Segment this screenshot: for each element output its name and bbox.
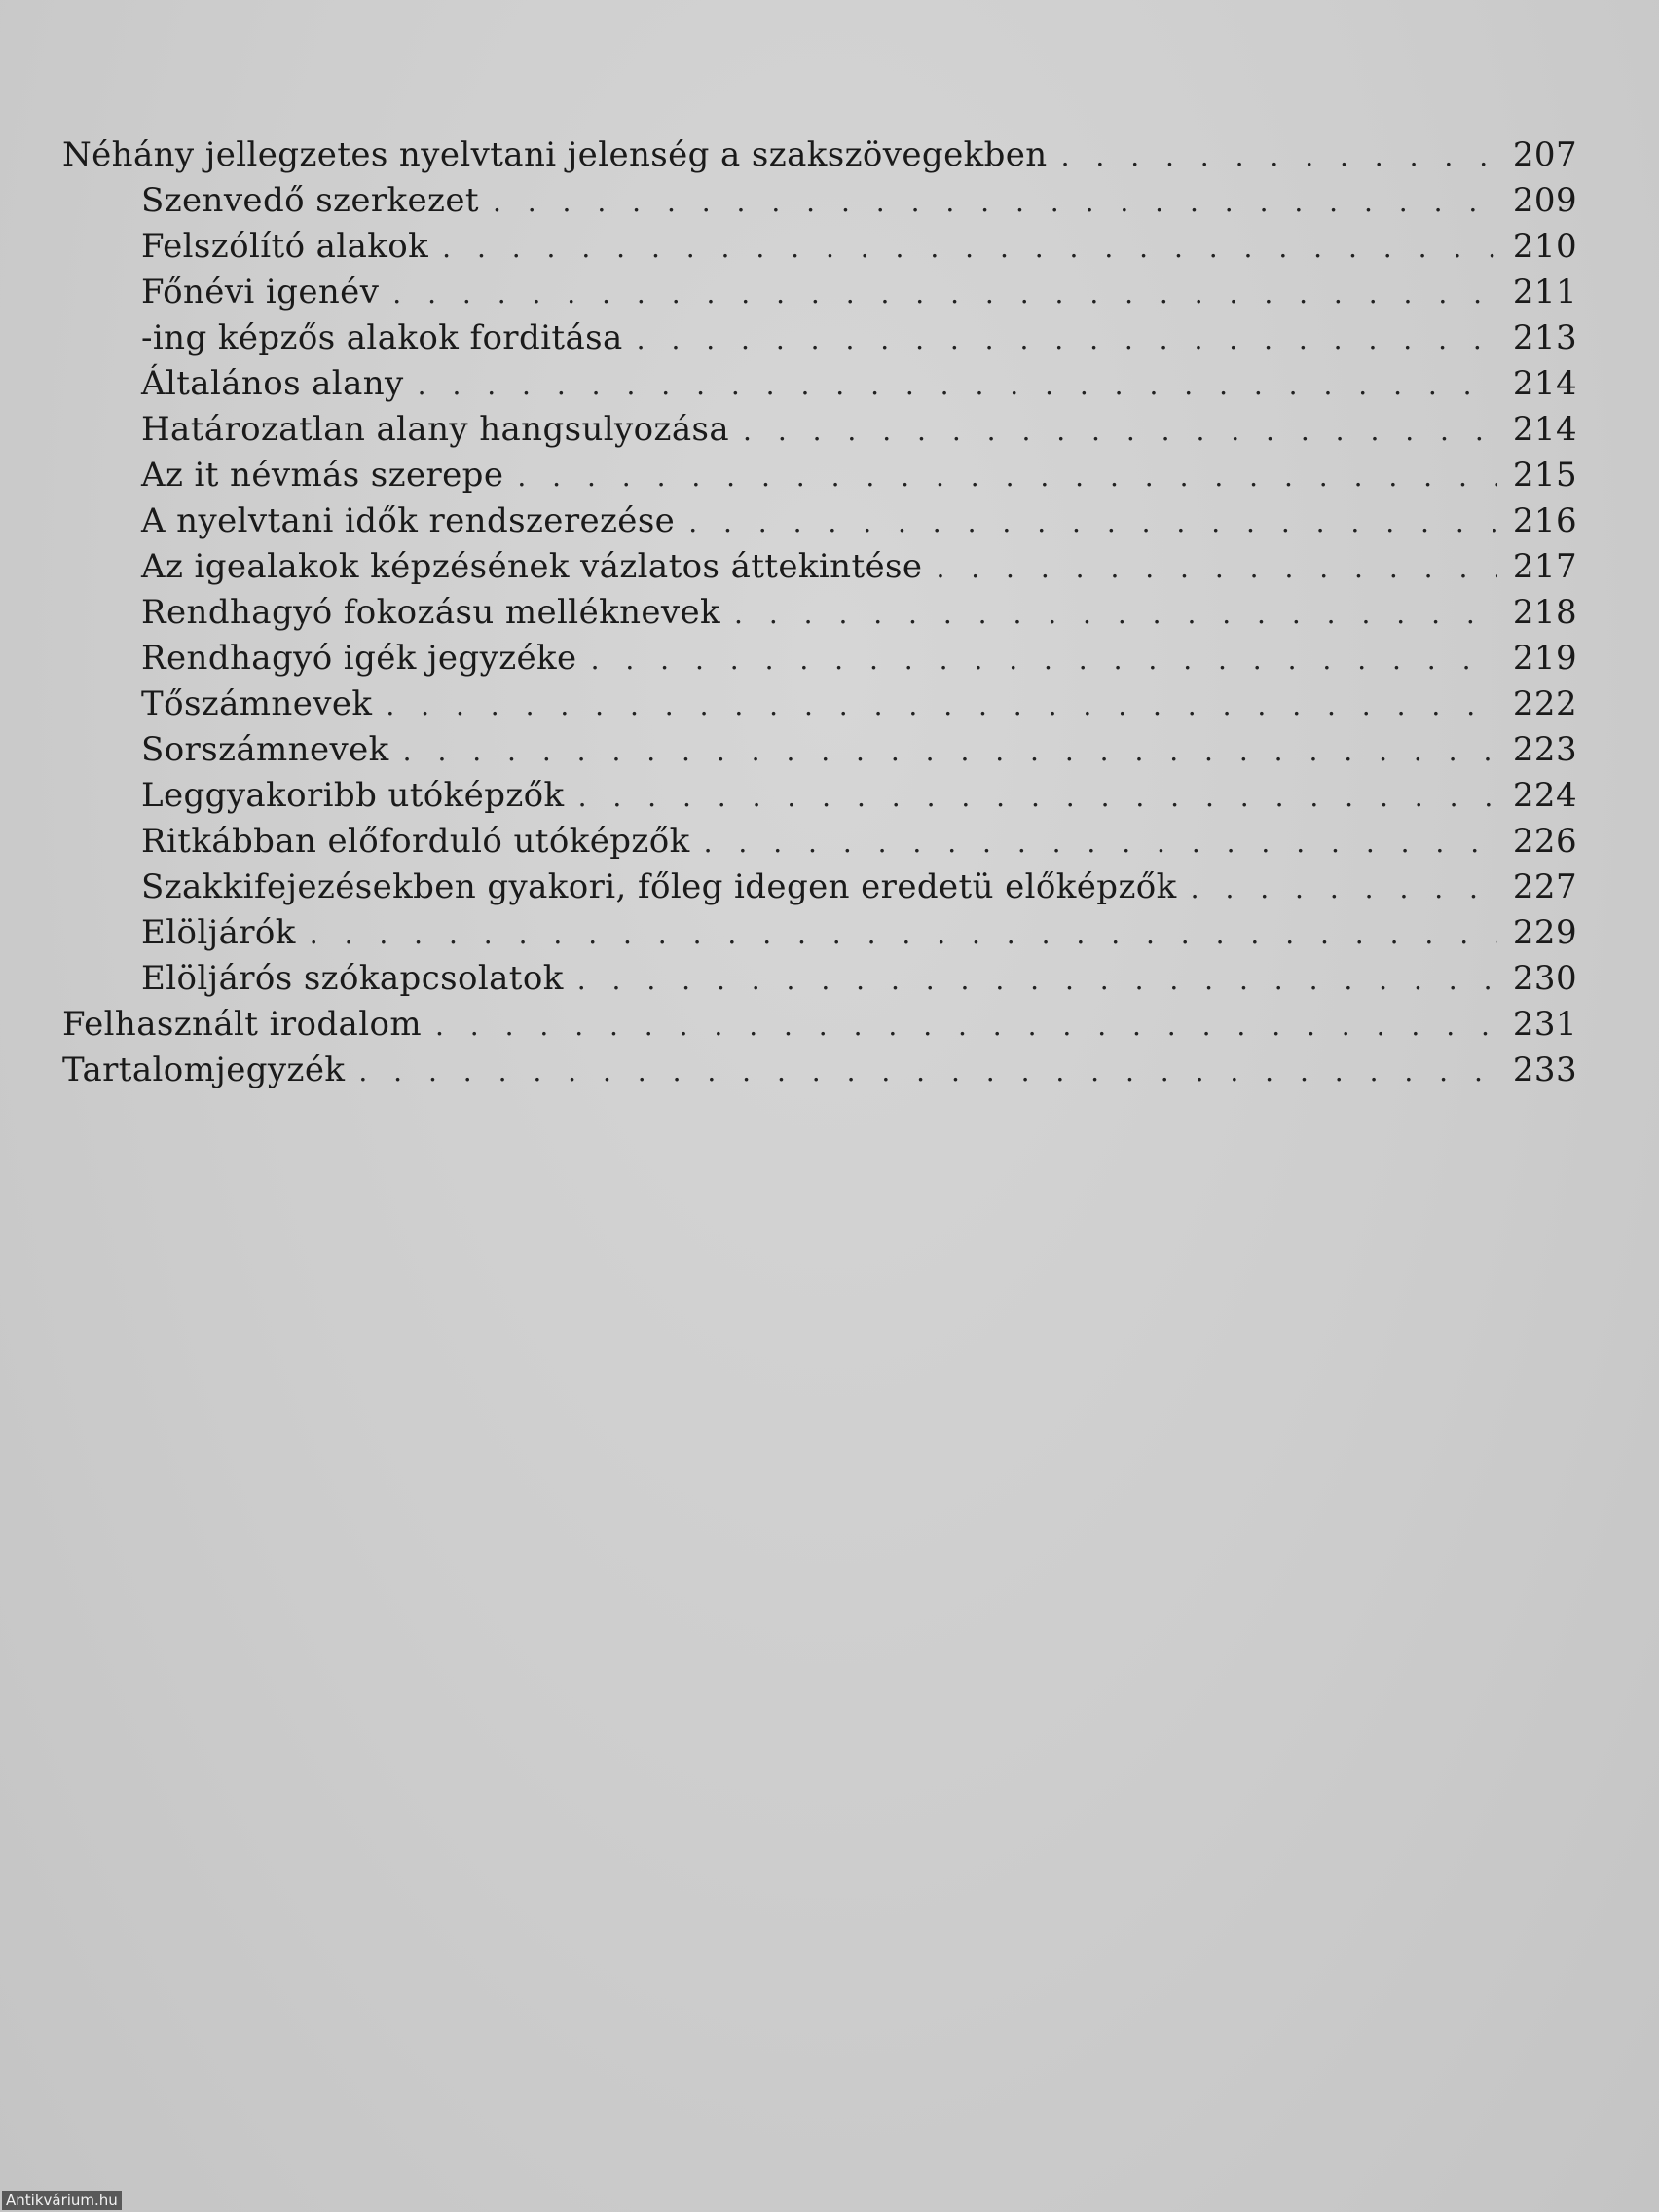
toc-entry-page: 217: [1512, 547, 1577, 586]
toc-entry-page: 229: [1512, 913, 1577, 952]
toc-entry-title: Az it névmás szerepe: [141, 456, 504, 495]
toc-entry-page: 209: [1512, 181, 1577, 220]
toc-entry: [62, 1048, 1577, 1093]
toc-entry-title: Tőszámnevek: [141, 684, 373, 723]
dot-leader: [1061, 133, 1497, 179]
toc-subentry: [62, 819, 1577, 865]
toc-entry-title: -ing képzős alakok forditása: [141, 318, 623, 357]
toc-entry-page: 215: [1512, 456, 1577, 495]
dot-leader: [442, 225, 1497, 271]
toc-subentry: [62, 956, 1577, 1002]
toc-subentry: [62, 865, 1577, 910]
toc-entry-title: Rendhagyó fokozásu melléknevek: [141, 593, 721, 632]
toc-subentry: [62, 773, 1577, 819]
dot-leader: [1191, 866, 1497, 911]
watermark: Antikvárium.hu: [2, 2191, 122, 2210]
toc-entry-title: Elöljárók: [141, 913, 296, 952]
dot-leader: [591, 637, 1497, 682]
dot-leader: [403, 728, 1497, 774]
toc-entry-page: 226: [1512, 822, 1577, 861]
toc-subentry: [62, 270, 1577, 315]
toc-entry-page: 223: [1512, 730, 1577, 769]
toc-entry: [62, 1002, 1577, 1048]
dot-leader: [493, 179, 1497, 225]
toc-entry-title: Tartalomjegyzék: [62, 1051, 346, 1089]
dot-leader: [517, 454, 1497, 499]
toc-subentry: [62, 453, 1577, 498]
toc-entry: [62, 132, 1577, 178]
toc-entry-title: Felhasznált irodalom: [62, 1005, 422, 1044]
toc-entry-title: Ritkábban előforduló utóképzők: [141, 822, 690, 861]
toc-entry-page: 227: [1512, 867, 1577, 906]
toc-subentry: [62, 498, 1577, 544]
toc-entry-page: 231: [1512, 1005, 1577, 1044]
toc-entry-title: Rendhagyó igék jegyzéke: [141, 639, 577, 678]
dot-leader: [578, 774, 1497, 820]
dot-leader: [577, 957, 1497, 1003]
table-of-contents: [62, 132, 1577, 1093]
dot-leader: [704, 820, 1497, 866]
toc-entry-title: Sorszámnevek: [141, 730, 389, 769]
toc-entry-title: Szenvedő szerkezet: [141, 181, 479, 220]
toc-entry-page: 214: [1512, 410, 1577, 449]
toc-entry-title: Főnévi igenév: [141, 273, 380, 312]
toc-entry-title: Határozatlan alany hangsulyozása: [141, 410, 730, 449]
dot-leader: [743, 408, 1497, 454]
dot-leader: [358, 1049, 1497, 1094]
toc-entry-title: A nyelvtani idők rendszerezése: [141, 501, 676, 540]
toc-subentry: [62, 315, 1577, 361]
toc-entry-title: Néhány jellegzetes nyelvtani jelenség a szakszövegekben: [62, 135, 1048, 174]
toc-entry-title: Felszólító alakok: [141, 227, 429, 266]
dot-leader: [688, 499, 1497, 545]
dot-leader: [392, 271, 1497, 316]
toc-subentry: [62, 361, 1577, 407]
toc-entry-page: 224: [1512, 776, 1577, 815]
dot-leader: [734, 591, 1497, 637]
toc-entry-page: 213: [1512, 318, 1577, 357]
dot-leader: [418, 362, 1497, 408]
toc-entry-title: Elöljárós szókapcsolatok: [141, 959, 564, 998]
dot-leader: [310, 911, 1497, 957]
toc-subentry: [62, 727, 1577, 773]
dot-leader: [637, 316, 1497, 362]
dot-leader: [435, 1003, 1497, 1049]
toc-entry-title: Az igealakok képzésének vázlatos áttekintése: [141, 547, 923, 586]
toc-entry-title: Leggyakoribb utóképzők: [141, 776, 565, 815]
toc-entry-page: 211: [1512, 273, 1577, 312]
toc-entry-page: 214: [1512, 364, 1577, 403]
toc-entry-page: 218: [1512, 593, 1577, 632]
toc-entry-page: 222: [1512, 684, 1577, 723]
dot-leader: [936, 545, 1497, 591]
toc-entry-title: Szakkifejezésekben gyakori, főleg idegen eredetü előképzők: [141, 867, 1177, 906]
toc-entry-page: 219: [1512, 639, 1577, 678]
toc-entry-page: 210: [1512, 227, 1577, 266]
toc-subentry: [62, 407, 1577, 453]
toc-subentry: [62, 178, 1577, 224]
toc-subentry: [62, 910, 1577, 956]
toc-entry-title: Általános alany: [141, 364, 404, 403]
toc-subentry: [62, 590, 1577, 636]
toc-subentry: [62, 636, 1577, 682]
dot-leader: [386, 682, 1497, 728]
toc-entry-page: 207: [1512, 135, 1577, 174]
toc-entry-page: 230: [1512, 959, 1577, 998]
toc-entry-page: 233: [1512, 1051, 1577, 1089]
toc-subentry: [62, 224, 1577, 270]
toc-subentry: [62, 544, 1577, 590]
toc-entry-page: 216: [1512, 501, 1577, 540]
toc-subentry: [62, 682, 1577, 727]
